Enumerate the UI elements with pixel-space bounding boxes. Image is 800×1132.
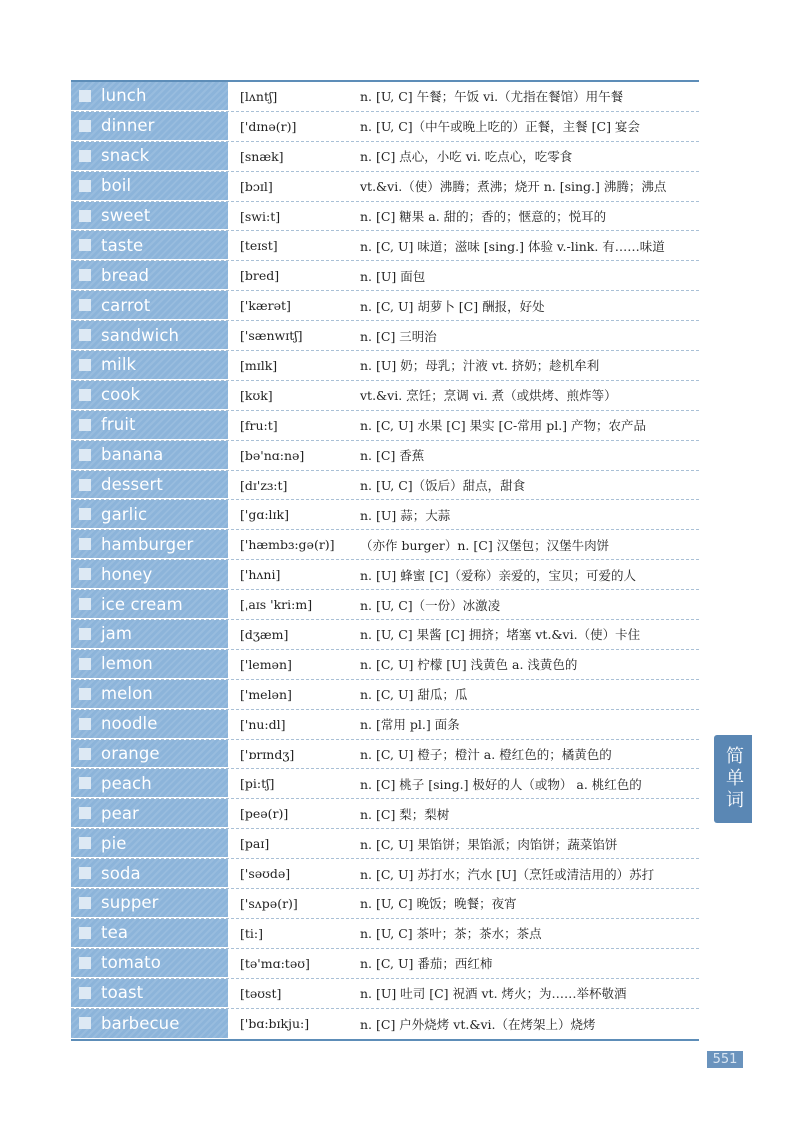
headword: carrot [101, 295, 151, 315]
checkbox[interactable] [79, 90, 91, 102]
phonetic: [paɪ] [240, 836, 270, 852]
headword: snack [101, 146, 150, 166]
word-cell [71, 949, 228, 978]
checkbox[interactable] [79, 807, 91, 819]
headword: banana [101, 445, 164, 465]
definition: n. [C] 香蕉 [360, 448, 425, 464]
word-cell [71, 919, 228, 948]
vocab-row [71, 859, 699, 889]
vocab-row [71, 829, 699, 859]
phonetic: [ti:] [240, 925, 263, 941]
word-cell [71, 979, 228, 1008]
checkbox[interactable] [79, 837, 91, 849]
phonetic: [dʒæm] [240, 626, 289, 642]
phonetic: [swi:t] [240, 208, 281, 224]
headword: toast [101, 983, 144, 1003]
headword: boil [101, 176, 132, 196]
checkbox[interactable] [79, 359, 91, 371]
headword: melon [101, 684, 153, 704]
checkbox[interactable] [79, 1017, 91, 1029]
definition: n. [U, C] 果酱 [C] 拥挤；堵塞 vt.&vi.（使）卡住 [360, 627, 641, 643]
checkbox[interactable] [79, 180, 91, 192]
phonetic: [snæk] [240, 148, 284, 164]
headword: jam [101, 624, 133, 644]
headword: noodle [101, 714, 158, 734]
phonetic: ['dɪnə(r)] [240, 118, 297, 134]
definition: n. [U, C]（一份）冰激凌 [360, 597, 501, 613]
checkbox[interactable] [79, 568, 91, 580]
definition: n. [U, C]（饭后）甜点，甜食 [360, 478, 526, 494]
phonetic: [pi:tʃ] [240, 776, 275, 792]
definition: n. [C, U] 味道；滋味 [sing.] 体验 v.-link. 有……味道 [360, 238, 665, 254]
definition: （亦作 burger）n. [C] 汉堡包；汉堡牛肉饼 [360, 537, 610, 553]
checkbox[interactable] [79, 299, 91, 311]
word-cell [71, 859, 228, 888]
vocab-row [71, 112, 699, 142]
vocab-row [71, 889, 699, 919]
vocab-row [71, 500, 699, 530]
headword: garlic [101, 504, 148, 524]
headword: lemon [101, 654, 153, 674]
checkbox[interactable] [79, 269, 91, 281]
phonetic: ['melən] [240, 686, 292, 702]
word-cell [71, 291, 228, 320]
definition: n. [C, U] 果馅饼；果馅派；肉馅饼；蔬菜馅饼 [360, 836, 618, 852]
definition: n. [U, C] 午餐；午饭 vi.（尤指在餐馆）用午餐 [360, 89, 624, 105]
phonetic: [tə'mɑ:təʊ] [240, 955, 310, 971]
headword: peach [101, 773, 152, 793]
definition: n. [U] 奶；母乳；汁液 vt. 挤奶；趁机牟利 [360, 358, 600, 374]
vocab-row [71, 231, 699, 261]
word-cell [71, 650, 228, 679]
checkbox[interactable] [79, 777, 91, 789]
vocab-row [71, 261, 699, 291]
headword: pear [101, 803, 139, 823]
checkbox[interactable] [79, 210, 91, 222]
headword: bread [101, 265, 150, 285]
checkbox[interactable] [79, 419, 91, 431]
headword: cook [101, 385, 141, 405]
vocab-row [71, 799, 699, 829]
word-cell [71, 799, 228, 828]
vocab-row [71, 949, 699, 979]
section-tab-label: 简单词 [723, 746, 744, 812]
phonetic: [ˌaɪs 'kri:m] [240, 597, 313, 613]
vocab-row [71, 471, 699, 501]
phonetic: ['lemən] [240, 656, 292, 672]
checkbox[interactable] [79, 748, 91, 760]
vocab-row [71, 441, 699, 471]
checkbox[interactable] [79, 150, 91, 162]
page-number: 551 [707, 1051, 743, 1068]
headword: dinner [101, 116, 155, 136]
definition: n. [C, U] 甜瓜；瓜 [360, 687, 468, 703]
phonetic: ['gɑ:lɪk] [240, 507, 289, 523]
vocab-row [71, 769, 699, 799]
checkbox[interactable] [79, 479, 91, 491]
phonetic: ['kærət] [240, 298, 291, 314]
checkbox[interactable] [79, 239, 91, 251]
definition: n. [C] 糖果 a. 甜的；香的；惬意的；悦耳的 [360, 209, 607, 224]
definition: n. [C] 桃子 [sing.] 极好的人（或物） a. 桃红色的 [360, 776, 642, 792]
headword: hamburger [101, 534, 194, 554]
phonetic: ['hʌni] [240, 567, 281, 583]
word-cell [71, 680, 228, 709]
checkbox[interactable] [79, 329, 91, 341]
phonetic: [bred] [240, 268, 280, 284]
word-cell [71, 530, 228, 559]
definition: n. [U, C] 茶叶；茶；茶水；茶点 [360, 926, 542, 942]
vocab-row [71, 411, 699, 441]
headword: milk [101, 355, 137, 375]
word-cell [71, 590, 228, 619]
vocab-row [71, 82, 699, 112]
word-cell [71, 1009, 228, 1039]
word-cell [71, 769, 228, 798]
vocab-row [71, 351, 699, 381]
definition: n. [常用 pl.] 面条 [360, 717, 460, 733]
vocab-row [71, 979, 699, 1009]
phonetic: [fru:t] [240, 417, 278, 433]
headword: taste [101, 235, 144, 255]
vocab-row [71, 740, 699, 770]
checkbox[interactable] [79, 688, 91, 700]
definition: n. [U, C]（中午或晚上吃的）正餐，主餐 [C] 宴会 [360, 119, 640, 135]
vocab-row [71, 650, 699, 680]
phonetic: ['səʊdə] [240, 866, 291, 882]
vocab-row [71, 680, 699, 710]
headword: sweet [101, 206, 151, 225]
checkbox[interactable] [79, 389, 91, 401]
headword: dessert [101, 475, 163, 495]
phonetic: [peə(r)] [240, 806, 289, 822]
headword: soda [101, 863, 141, 883]
word-cell [71, 381, 228, 410]
checkbox[interactable] [79, 598, 91, 610]
word-cell [71, 321, 228, 350]
vocabulary-table [71, 80, 699, 1041]
vocab-row [71, 202, 699, 232]
phonetic: [bə'nɑ:nə] [240, 447, 305, 463]
phonetic: ['hæmbɜ:gə(r)] [240, 537, 335, 553]
definition: n. [U] 蜂蜜 [C]（爱称）亲爱的，宝贝；可爱的人 [360, 567, 637, 583]
word-cell [71, 620, 228, 649]
phonetic: [təʊst] [240, 985, 282, 1001]
phonetic: [kʊk] [240, 387, 273, 403]
word-cell [71, 231, 228, 260]
word-cell [71, 829, 228, 858]
phonetic: ['nu:dl] [240, 716, 286, 732]
checkbox[interactable] [79, 628, 91, 640]
word-cell [71, 740, 228, 769]
headword: lunch [101, 86, 147, 106]
phonetic: [dɪ'zɜ:t] [240, 477, 288, 493]
word-cell [71, 202, 228, 231]
word-cell [71, 710, 228, 739]
definition: n. [U, C] 晚饭；晚餐；夜宵 [360, 896, 517, 912]
phonetic: [lʌntʃ] [240, 88, 278, 104]
definition: n. [C, U] 胡萝卜 [C] 酬报，好处 [360, 298, 545, 314]
definition: vt.&vi.（使）沸腾；煮沸；烧开 n. [sing.] 沸腾；沸点 [360, 179, 667, 195]
checkbox[interactable] [79, 508, 91, 520]
definition: n. [C, U] 水果 [C] 果实 [C-常用 pl.] 产物；农产品 [360, 418, 647, 434]
headword: barbecue [101, 1013, 180, 1033]
definition: vt.&vi. 烹饪；烹调 vi. 煮（或烘烤、煎炸等） [360, 388, 617, 404]
vocab-row [71, 142, 699, 172]
vocab-row [71, 530, 699, 560]
vocab-row [71, 919, 699, 949]
headword: pie [101, 833, 127, 853]
checkbox[interactable] [79, 897, 91, 909]
vocab-row [71, 291, 699, 321]
word-cell [71, 261, 228, 290]
definition: n. [C] 户外烧烤 vt.&vi.（在烤架上）烧烤 [360, 1016, 596, 1032]
headword: orange [101, 744, 160, 764]
vocab-row [71, 560, 699, 590]
checkbox[interactable] [79, 927, 91, 939]
phonetic: ['ɒrɪndʒ] [240, 746, 295, 762]
phonetic: ['sænwɪtʃ] [240, 328, 303, 344]
headword: fruit [101, 415, 136, 435]
phonetic: [bɔɪl] [240, 178, 273, 194]
word-cell [71, 142, 228, 171]
definition: n. [U] 吐司 [C] 祝酒 vt. 烤火；为……举杯敬酒 [360, 986, 627, 1002]
checkbox[interactable] [79, 957, 91, 969]
phonetic: [mɪlk] [240, 357, 278, 373]
headword: honey [101, 564, 153, 584]
definition: n. [C] 梨；梨树 [360, 806, 450, 822]
definition: n. [C] 点心，小吃 vi. 吃点心，吃零食 [360, 149, 573, 165]
vocab-row [71, 590, 699, 620]
checkbox[interactable] [79, 658, 91, 670]
vocab-row [71, 381, 699, 411]
definition: n. [C] 三明治 [360, 328, 437, 344]
word-cell [71, 351, 228, 380]
word-cell [71, 560, 228, 589]
checkbox[interactable] [79, 867, 91, 879]
vocab-row [71, 321, 699, 351]
phonetic: ['bɑ:bɪkju:] [240, 1016, 310, 1032]
checkbox[interactable] [79, 449, 91, 461]
checkbox[interactable] [79, 987, 91, 999]
headword: ice cream [101, 594, 183, 614]
word-cell [71, 441, 228, 470]
checkbox[interactable] [79, 538, 91, 550]
vocab-row [71, 620, 699, 650]
word-cell [71, 471, 228, 500]
vocab-row [71, 1009, 699, 1039]
definition: n. [C, U] 柠檬 [U] 浅黄色 a. 浅黄色的 [360, 657, 578, 673]
checkbox[interactable] [79, 120, 91, 132]
word-cell [71, 889, 228, 918]
word-cell [71, 172, 228, 201]
headword: tomato [101, 953, 161, 973]
definition: n. [U] 蒜；大蒜 [360, 507, 451, 523]
phonetic: ['sʌpə(r)] [240, 895, 298, 911]
definition: n. [C, U] 番茄；西红柿 [360, 956, 493, 972]
word-cell [71, 411, 228, 440]
vocab-row [71, 710, 699, 740]
headword: supper [101, 893, 159, 913]
definition: n. [C, U] 橙子；橙汁 a. 橙红色的；橘黄色的 [360, 747, 612, 763]
word-cell [71, 82, 228, 111]
definition: n. [U] 面包 [360, 268, 426, 284]
definition: n. [C, U] 苏打水；汽水 [U]（烹饪或清洁用的）苏打 [360, 866, 655, 882]
vocab-row [71, 172, 699, 202]
headword: tea [101, 923, 129, 943]
word-cell [71, 112, 228, 141]
headword: sandwich [101, 325, 180, 345]
word-cell [71, 500, 228, 529]
checkbox[interactable] [79, 718, 91, 730]
section-tab [714, 735, 752, 823]
phonetic: [teɪst] [240, 238, 278, 254]
